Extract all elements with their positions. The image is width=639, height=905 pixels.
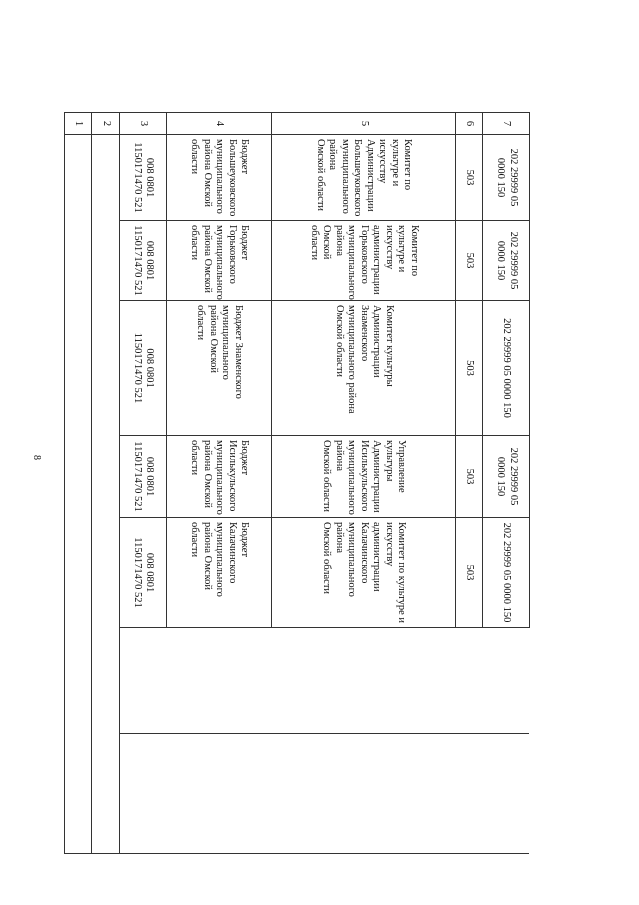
table-cell-col7: 202 29999 05 0000 150: [483, 301, 530, 436]
table-cell-col6: 503: [455, 301, 482, 436]
blank-cell: [272, 734, 456, 854]
table-row: [119, 113, 166, 854]
table-cell-col7: 202 29999 05 0000 150: [483, 135, 530, 221]
rotated-table-wrapper: [64, 112, 530, 853]
table-cell-col3: 008 0801 1150171470 521: [119, 221, 166, 301]
blank-cell: [483, 734, 530, 854]
blank-cell: [119, 734, 166, 854]
column-header: 4: [166, 113, 272, 135]
blank-cell: [119, 628, 166, 734]
table-cell-col5: Управление культуры Администрации Исилькульского муниципального района Омской области: [272, 436, 456, 518]
table-cell-col4: Бюджет Исилькульского муниципального района Омской области: [166, 436, 272, 518]
table-cell-col5: Комитет по культуре и искусству Администрации Большеуковского муниципального района Омской области: [272, 135, 456, 221]
column-header: 3: [119, 113, 166, 135]
column-header: 5: [272, 113, 456, 135]
table-cell-col6: 503: [455, 436, 482, 518]
table-cell-col5: Комитет культуры Администрации Знаменского муниципального района Омской области: [272, 301, 456, 436]
column-header: 2: [92, 113, 119, 135]
table-row: [92, 113, 119, 854]
blank-cell: [455, 734, 482, 854]
budget-table: [64, 112, 530, 854]
table-cell-col6: 503: [455, 518, 482, 628]
table-cell-col7: 202 29999 05 0000 150: [483, 518, 530, 628]
column-header: 7: [483, 113, 530, 135]
column-header: 1: [65, 113, 92, 135]
table-cell-col4: Бюджет Знаменского муниципального района Омской области: [166, 301, 272, 436]
table-body: [65, 113, 530, 854]
table-cell-col7: 202 29999 05 0000 150: [483, 221, 530, 301]
table-row: [166, 113, 272, 854]
table-cell-col3: 008 0801 1150171470 521: [119, 135, 166, 221]
table-row: [455, 113, 482, 854]
blank-cell: [92, 135, 119, 854]
page-number: 8: [31, 455, 42, 460]
table-cell-col6: 503: [455, 221, 482, 301]
table-cell-col6: 503: [455, 135, 482, 221]
table-cell-col3: 008 0801 1150171470 521: [119, 436, 166, 518]
blank-cell: [166, 734, 272, 854]
blank-cell: [455, 628, 482, 734]
table-cell-col7: 202 29999 05 0000 150: [483, 436, 530, 518]
table-cell-col3: 008 0801 1150171470 521: [119, 301, 166, 436]
table-cell-col4: Бюджет Горьковского муниципального района Омской области: [166, 221, 272, 301]
blank-cell: [272, 628, 456, 734]
blank-cell: [65, 135, 92, 854]
table-cell-col4: Бюджет Калачинского муниципального района Омской области: [166, 518, 272, 628]
table-row: [65, 113, 92, 854]
table-row: [272, 113, 456, 854]
table-cell-col3: 008 0801 1150171470 521: [119, 518, 166, 628]
blank-cell: [483, 628, 530, 734]
table-cell-col5: Комитет по культуре и искусству администрации Калачинского муниципального района Омской области: [272, 518, 456, 628]
blank-cell: [166, 628, 272, 734]
table-cell-col4: Бюджет Большеуковского муниципального района Омской области: [166, 135, 272, 221]
table-row: [483, 113, 530, 854]
table-cell-col5: Комитет по культуре и искусству администрации Горьковского муниципального района Омской области: [272, 221, 456, 301]
column-header: 6: [455, 113, 482, 135]
